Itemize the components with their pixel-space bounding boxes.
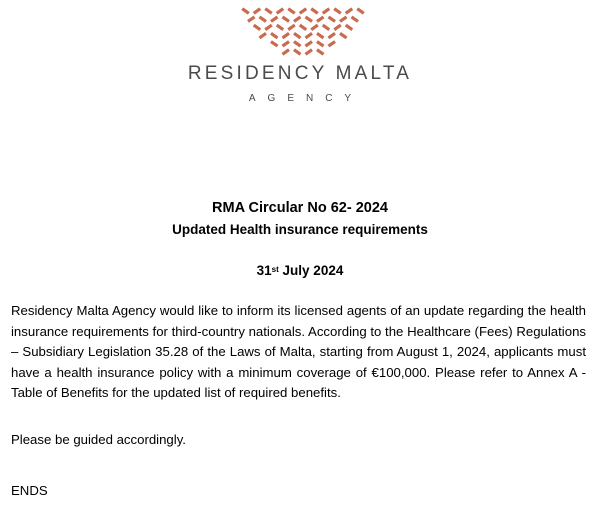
logo-brick bbox=[276, 24, 284, 31]
logo-brick bbox=[305, 32, 313, 39]
circular-date bbox=[0, 261, 600, 280]
logo-brick bbox=[316, 32, 324, 39]
logo-brick bbox=[253, 24, 261, 31]
logo-brick bbox=[276, 7, 284, 14]
logo-brick bbox=[310, 7, 318, 14]
brand-subtitle: AGENCY bbox=[248, 93, 364, 104]
logo-brick bbox=[264, 24, 272, 31]
circular-subtitle: Updated Health insurance requirements bbox=[172, 222, 428, 237]
logo-brick bbox=[345, 24, 353, 31]
logo-brick bbox=[293, 40, 301, 47]
logo-brick bbox=[247, 16, 255, 23]
logo-brick bbox=[333, 24, 341, 31]
logo-brick bbox=[333, 7, 341, 14]
guided-line: Please be guided accordingly. bbox=[11, 432, 186, 447]
logo-brick bbox=[299, 24, 307, 31]
logo-brick bbox=[253, 7, 261, 14]
logo-brick bbox=[241, 7, 249, 14]
logo-brick bbox=[293, 32, 301, 39]
logo-brick bbox=[339, 16, 347, 23]
logo-brick bbox=[351, 16, 359, 23]
logo-brick bbox=[282, 40, 290, 47]
brand-name: RESIDENCY MALTA bbox=[187, 63, 413, 84]
logo-brick bbox=[259, 16, 267, 23]
logo-brick bbox=[356, 7, 364, 14]
logo-brick bbox=[328, 40, 336, 47]
logo-brick bbox=[270, 32, 278, 39]
circular-title: RMA Circular No 62- 2024 bbox=[212, 200, 388, 216]
logo-brick bbox=[270, 16, 278, 23]
logo-brick bbox=[328, 16, 336, 23]
date-suffix: st bbox=[271, 265, 279, 274]
logo-brick bbox=[270, 40, 278, 47]
logo-brick bbox=[305, 40, 313, 47]
logo-brick bbox=[287, 24, 295, 31]
ends-line: ENDS bbox=[11, 483, 48, 498]
logo-brick bbox=[316, 40, 324, 47]
logo-brick bbox=[287, 7, 295, 14]
logo-brick bbox=[293, 16, 301, 23]
logo-brick bbox=[282, 32, 290, 39]
logo-brick bbox=[305, 16, 313, 23]
brick-lattice-logo-icon bbox=[236, 6, 370, 58]
logo-brick bbox=[328, 32, 336, 39]
agency-logo bbox=[0, 0, 600, 110]
date-day: 31 bbox=[256, 263, 272, 278]
logo-brick bbox=[282, 48, 290, 55]
logo-brick bbox=[322, 7, 330, 14]
logo-brick bbox=[299, 7, 307, 14]
logo-brick bbox=[293, 48, 301, 55]
logo-brick bbox=[310, 24, 318, 31]
logo-brick bbox=[339, 32, 347, 39]
body-paragraph: Residency Malta Agency would like to inform its licensed agents of an update regarding the health insurance requirements for third-country nationals. According to the Healthcare (Fees) Regulations – Subsidiary Legislation 35.28 of the Laws of Malta, starting from August 1, 2024, applicants must have a health insurance policy with a minimum coverage of €100,000. Please refer to Annex A - Table of Benefits for the updated list of required benefits. bbox=[11, 303, 586, 400]
date-month-year: July 2024 bbox=[278, 263, 344, 278]
logo-brick bbox=[322, 24, 330, 31]
logo-brick bbox=[316, 16, 324, 23]
logo-brick bbox=[264, 7, 272, 14]
logo-brick bbox=[282, 16, 290, 23]
logo-brick bbox=[345, 7, 353, 14]
logo-brick bbox=[259, 32, 267, 39]
logo-brick bbox=[316, 48, 324, 55]
logo-brick bbox=[305, 48, 313, 55]
